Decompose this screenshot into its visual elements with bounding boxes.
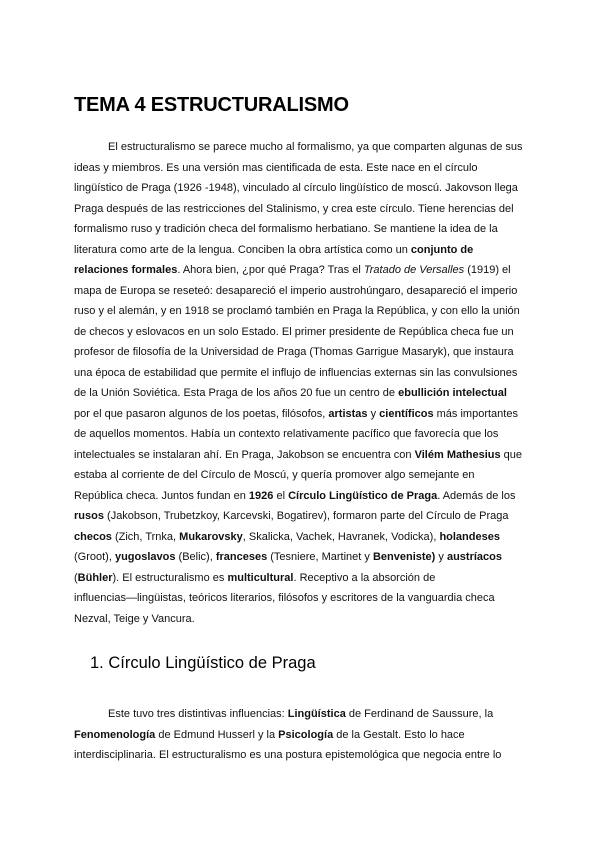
document-title: TEMA 4 ESTRUCTURALISMO: [74, 94, 349, 116]
paragraph-intro: [74, 137, 523, 629]
text-run: interdisciplinaria. El estructuralismo es una postura epistemológica que negocia entre lo: [74, 749, 502, 761]
text-line: [74, 383, 514, 404]
bold-text: multicultural: [227, 571, 294, 584]
text-run: una época de estabilidad que permite el influjo de influencias externas sin las convulsiones: [74, 366, 518, 379]
bold-text: ebullición intelectual: [398, 387, 507, 399]
text-run: (Jakobson, Trubetzkoy, Karcevski, Bogatirev), formaron parte del Círculo de Praga: [103, 510, 509, 522]
text-line: [74, 465, 514, 486]
text-line: [74, 137, 523, 158]
text-line: [74, 725, 514, 746]
text-run: Nezval, Teige y Vancura.: [74, 612, 195, 625]
text-run: mapa de Europa se reseteó: desapareció el imperio austrohúngaro, desapareció el imperio: [74, 284, 518, 297]
text-run: República checa. Juntos fundan en: [74, 489, 249, 502]
text-line: [74, 445, 523, 466]
bold-text: científicos: [379, 407, 434, 420]
text-run: El estructuralismo se parece mucho al formalismo, ya que comparten algunas de sus: [108, 141, 523, 153]
text-run: lingüístico de Praga (1926 -1948), vinculado al círculo lingüístico de moscú. Jakovson llega: [74, 182, 518, 194]
italic-text: Tratado de Versalles: [363, 264, 465, 276]
text-line: [74, 158, 514, 179]
text-run: de Edmund Husserl y la: [155, 728, 279, 741]
bold-text: 1926: [248, 489, 274, 502]
text-run: el: [273, 489, 289, 502]
text-run: ideas y miembros. Es una versión mas cientificada de esta. Este nace en el círculo: [74, 161, 478, 174]
text-line: [74, 240, 514, 261]
text-run: (Tesniere, Martinet y: [267, 551, 373, 563]
text-run: (: [74, 571, 78, 584]
bold-text: Fenomenología: [74, 728, 156, 741]
section-heading-circulo-praga: 1. Círculo Lingüístico de Praga: [90, 654, 316, 672]
text-line: [74, 301, 520, 322]
text-line: [74, 219, 514, 240]
text-line: [74, 281, 518, 302]
bold-text: Psicología: [278, 728, 334, 741]
bold-text: Mukarovsky: [179, 530, 243, 543]
bold-text: Benveniste): [372, 551, 436, 563]
text-line: [74, 199, 514, 220]
text-run: por el que pasaron algunos de los poetas, filósofos,: [74, 407, 329, 420]
text-run: y: [367, 407, 380, 420]
text-run: (Groot),: [74, 551, 115, 563]
bold-text: artistas: [328, 407, 368, 420]
text-line: [74, 609, 514, 630]
bold-text: Bühler: [77, 571, 113, 584]
text-line: [74, 568, 514, 589]
text-line: [74, 704, 514, 725]
text-line: [74, 260, 514, 281]
bold-text: austríacos: [446, 551, 502, 563]
text-line: [74, 745, 514, 766]
text-run: de checos y eslovacos en un solo Estado. El primer presidente de República checa fue un: [74, 325, 514, 338]
bold-text: holandeses: [439, 530, 500, 543]
text-run: Este tuvo tres distintivas influencias:: [108, 708, 288, 720]
text-line: [74, 424, 514, 445]
bold-text: conjunto de: [410, 243, 474, 256]
bold-text: relaciones formales: [74, 264, 178, 276]
text-line: [74, 527, 514, 548]
text-run: de la Gestalt. Esto lo hace: [333, 728, 465, 741]
text-line: [74, 342, 514, 363]
text-run: literatura como arte de la lengua. Conciben la obra artística como un: [74, 243, 411, 256]
text-run: (1919) el: [464, 264, 511, 276]
text-run: que: [500, 448, 523, 461]
text-line: [74, 404, 518, 425]
text-run: de Ferdinand de Saussure, la: [345, 708, 494, 720]
text-line: [74, 588, 514, 609]
paragraph-influences: [74, 704, 514, 766]
text-run: (Zich, Trnka,: [111, 530, 180, 543]
text-run: profesor de filosofía de la Universidad de Praga (Thomas Garrigue Masaryk), que instaura: [74, 346, 514, 358]
text-line: [74, 486, 514, 507]
bold-text: Lingüística: [287, 708, 346, 720]
text-run: y: [435, 551, 447, 563]
text-run: formalismo ruso y tradición checa del formalismo herbatiano. Se mantiene la idea de la: [74, 223, 498, 235]
bold-text: franceses: [215, 551, 268, 563]
text-run: de aquellos momentos. Había un contexto relativamente pacífico que favorecía que los: [74, 428, 499, 440]
bold-text: yugoslavos: [114, 551, 176, 563]
text-run: , Skalicka, Vachek, Havranek, Vodicka),: [242, 530, 440, 543]
bold-text: rusos: [74, 510, 104, 522]
bold-text: checos: [74, 530, 112, 543]
text-line: [74, 363, 518, 384]
text-line: [74, 178, 518, 199]
text-run: estaba al corriente de del Círculo de Moscú, y quería promover algo semejante en: [74, 469, 475, 481]
text-run: ruso y el alemán, y en 1918 se proclamó también en Praga la República, y con ello la unión: [74, 305, 520, 317]
text-run: . Receptivo a la absorción de: [293, 571, 436, 584]
text-run: (Belic),: [175, 551, 216, 563]
bold-text: Círculo Lingüístico de Praga: [288, 489, 438, 502]
text-run: más importantes: [433, 407, 518, 420]
text-line: [74, 547, 514, 568]
text-line: [74, 506, 514, 527]
text-run: . Además de los: [437, 489, 516, 502]
text-run: Praga después de las restricciones del Stalinismo, y crea este círculo. Tiene herencias del: [74, 202, 514, 215]
text-run: ). El estructuralismo es: [112, 571, 228, 584]
bold-text: Vilém Mathesius: [414, 448, 501, 461]
text-run: de la Unión Soviética. Esta Praga de los años 20 fue un centro de: [74, 387, 399, 399]
text-run: . Ahora bien, ¿por qué Praga? Tras el: [177, 264, 364, 276]
text-run: intelectuales se instalaran ahí. En Praga, Jakobson se encuentra con: [74, 448, 415, 461]
text-line: [74, 322, 514, 343]
text-run: influencias—lingüistas, teóricos literarios, filósofos y escritores de la vanguardia checa: [74, 592, 495, 604]
